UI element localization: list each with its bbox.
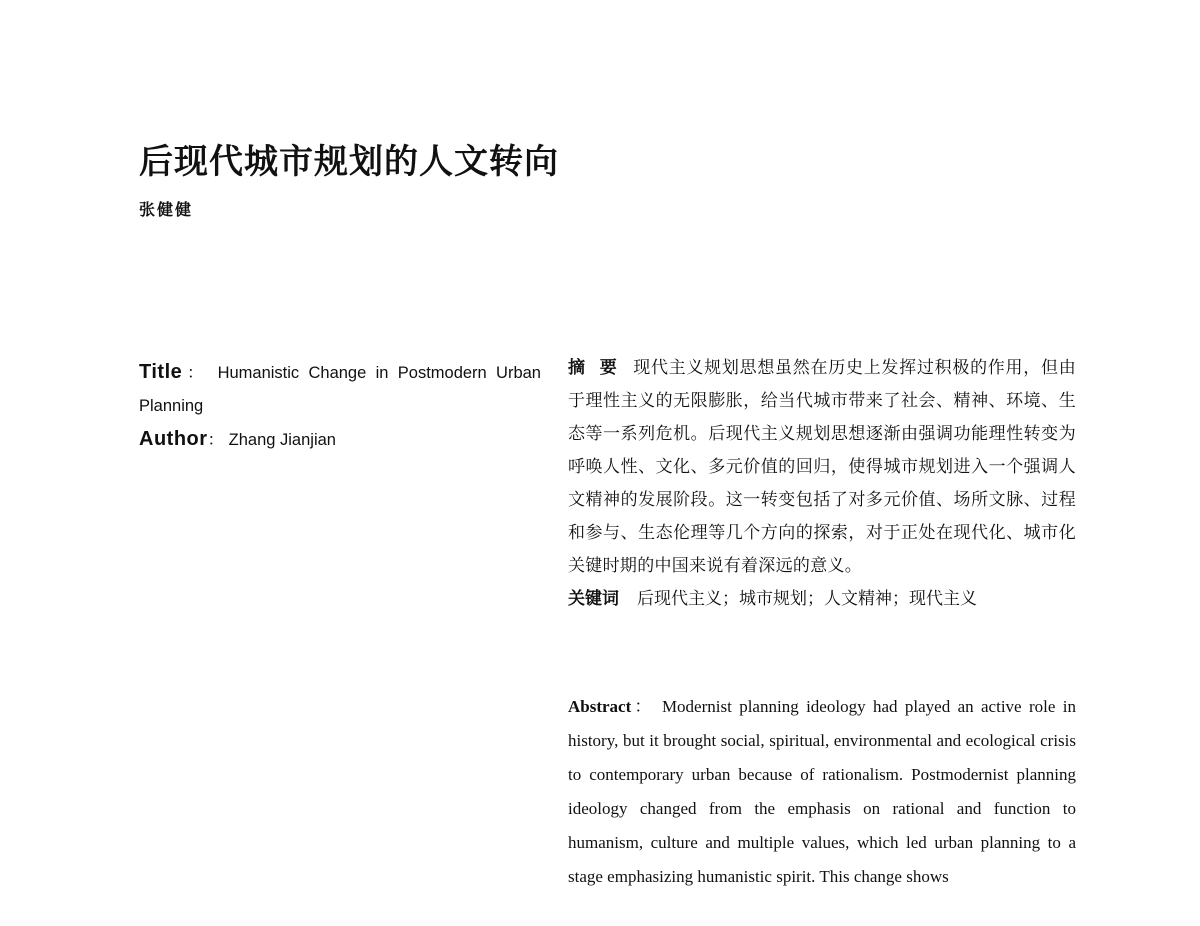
keywords-zh <box>568 583 1076 616</box>
abstract-en-separator: ： <box>631 697 655 716</box>
english-meta-block <box>139 356 541 457</box>
keywords-zh-text: 后现代主义；城市规划；人文精神；现代主义 <box>637 589 977 609</box>
abstract-zh-label: 摘 要 <box>568 358 622 378</box>
abstract-en <box>568 690 1076 894</box>
abstract-zh-text: 现代主义规划思想虽然在历史上发挥过积极的作用，但由于理性主义的无限膨胀，给当代城市带来了社会、精神、环境、生态等一系列危机。后现代主义规划思想逐渐由强调功能理性转变为呼唤人性、文化、多元价值的回归，使得城市规划进入一个强调人文精神的发展阶段。这一转变包括了对多元价值、场所文脉、过程和参与、生态伦理等几个方向的探索，对于正处在现代化、城市化关键时期的中国来说有着深远的意义。 <box>568 358 1077 576</box>
abstract-column <box>568 352 1077 886</box>
author-name-zh: 张健健 <box>139 200 194 219</box>
english-title-label: Title <box>139 361 183 383</box>
article-title-zh: 后现代城市规划的人文转向 <box>139 142 559 182</box>
english-title <box>139 356 541 423</box>
english-author-label: Author <box>139 428 208 450</box>
english-title-value: Humanistic Change in Postmodern Urban Planning <box>139 364 541 415</box>
abstract-en-text: Modernist planning ideology had played an active role in history, but it brought social, spiritual, environmental and ecological crisis to contemporary urban because of rationalism. Postmodernist planning ideology changed from the emphasis on rational and function to humanism, culture and multiple values, which led urban planning to a stage emphasizing humanistic spirit. This change shows <box>568 697 1077 886</box>
abstract-zh <box>568 352 1076 583</box>
english-author-separator: ： <box>207 431 225 449</box>
keywords-zh-label: 关键词 <box>568 589 619 609</box>
english-title-separator: ： <box>182 364 209 382</box>
abstract-en-label: Abstract <box>568 697 632 716</box>
english-author <box>139 423 541 457</box>
english-author-value: Zhang Jianjian <box>228 431 336 449</box>
